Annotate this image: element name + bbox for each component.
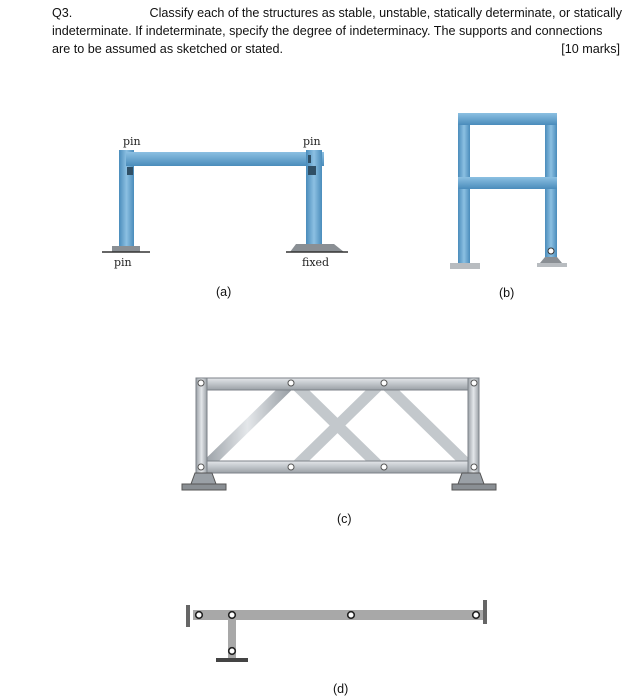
beam-d-main — [193, 610, 483, 620]
joint-icon — [288, 464, 294, 470]
marks-badge: [10 marks] — [561, 42, 620, 56]
label-pin-top-left: pin — [123, 135, 141, 148]
ground-line — [216, 658, 248, 662]
wall-support-icon — [483, 600, 487, 624]
pin-connection-icon — [548, 248, 554, 254]
hinge-icon — [348, 612, 355, 619]
joint-icon — [381, 464, 387, 470]
ground-line — [537, 263, 567, 267]
hinge-icon — [229, 648, 236, 655]
pin-connection-icon — [127, 167, 133, 175]
truss-vertical-right — [468, 378, 479, 473]
question-number: Q3. — [52, 6, 73, 20]
pin-connection-icon — [308, 166, 316, 175]
fixed-support-icon — [450, 263, 480, 269]
pin-connection-icon — [308, 155, 311, 163]
question-line-2: indeterminate. If indeterminate, specify the degree of indeterminacy. The supports and connections — [52, 24, 603, 38]
frame-b-left-column — [458, 113, 470, 263]
frame-a-left-column — [119, 150, 134, 246]
beam-d-post — [228, 620, 236, 658]
wall-support-icon — [186, 605, 190, 627]
hinge-icon — [196, 612, 203, 619]
truss-vertical-left — [196, 378, 207, 473]
fixed-support-icon — [290, 244, 344, 252]
frame-b-top-beam — [458, 113, 557, 125]
joint-icon — [471, 380, 477, 386]
frame-a-right-column — [306, 150, 322, 246]
ground-line — [452, 484, 496, 490]
pin-support-icon — [191, 473, 216, 484]
frame-b-middle-beam — [458, 177, 557, 189]
joint-icon — [288, 380, 294, 386]
joint-icon — [381, 380, 387, 386]
pin-support-icon — [458, 473, 484, 484]
caption-a: (a) — [216, 285, 232, 299]
label-fixed-bottom-right: fixed — [302, 256, 330, 269]
frame-a-beam — [126, 152, 324, 166]
pin-support-icon — [112, 246, 140, 252]
question-text — [52, 4, 622, 58]
question-line-3: are to be assumed as sketched or stated. — [52, 42, 284, 56]
caption-c: (c) — [337, 512, 352, 526]
caption-b: (b) — [499, 286, 515, 300]
pin-support-icon — [540, 257, 562, 263]
frame-b-right-column — [545, 113, 557, 257]
question-line-1 — [52, 4, 622, 22]
label-pin-top-right: pin — [303, 135, 321, 148]
question-line-1-text: Classify each of the structures as stable, unstable, statically determinate, or statically — [149, 6, 622, 20]
label-pin-bottom-left: pin — [114, 256, 132, 269]
hinge-icon — [473, 612, 480, 619]
hinge-icon — [229, 612, 236, 619]
ground-line — [182, 484, 226, 490]
truss-bottom-chord — [196, 461, 478, 473]
caption-d: (d) — [333, 682, 349, 696]
truss-top-chord — [196, 378, 478, 390]
joint-icon — [198, 464, 204, 470]
joint-icon — [198, 380, 204, 386]
joint-icon — [471, 464, 477, 470]
